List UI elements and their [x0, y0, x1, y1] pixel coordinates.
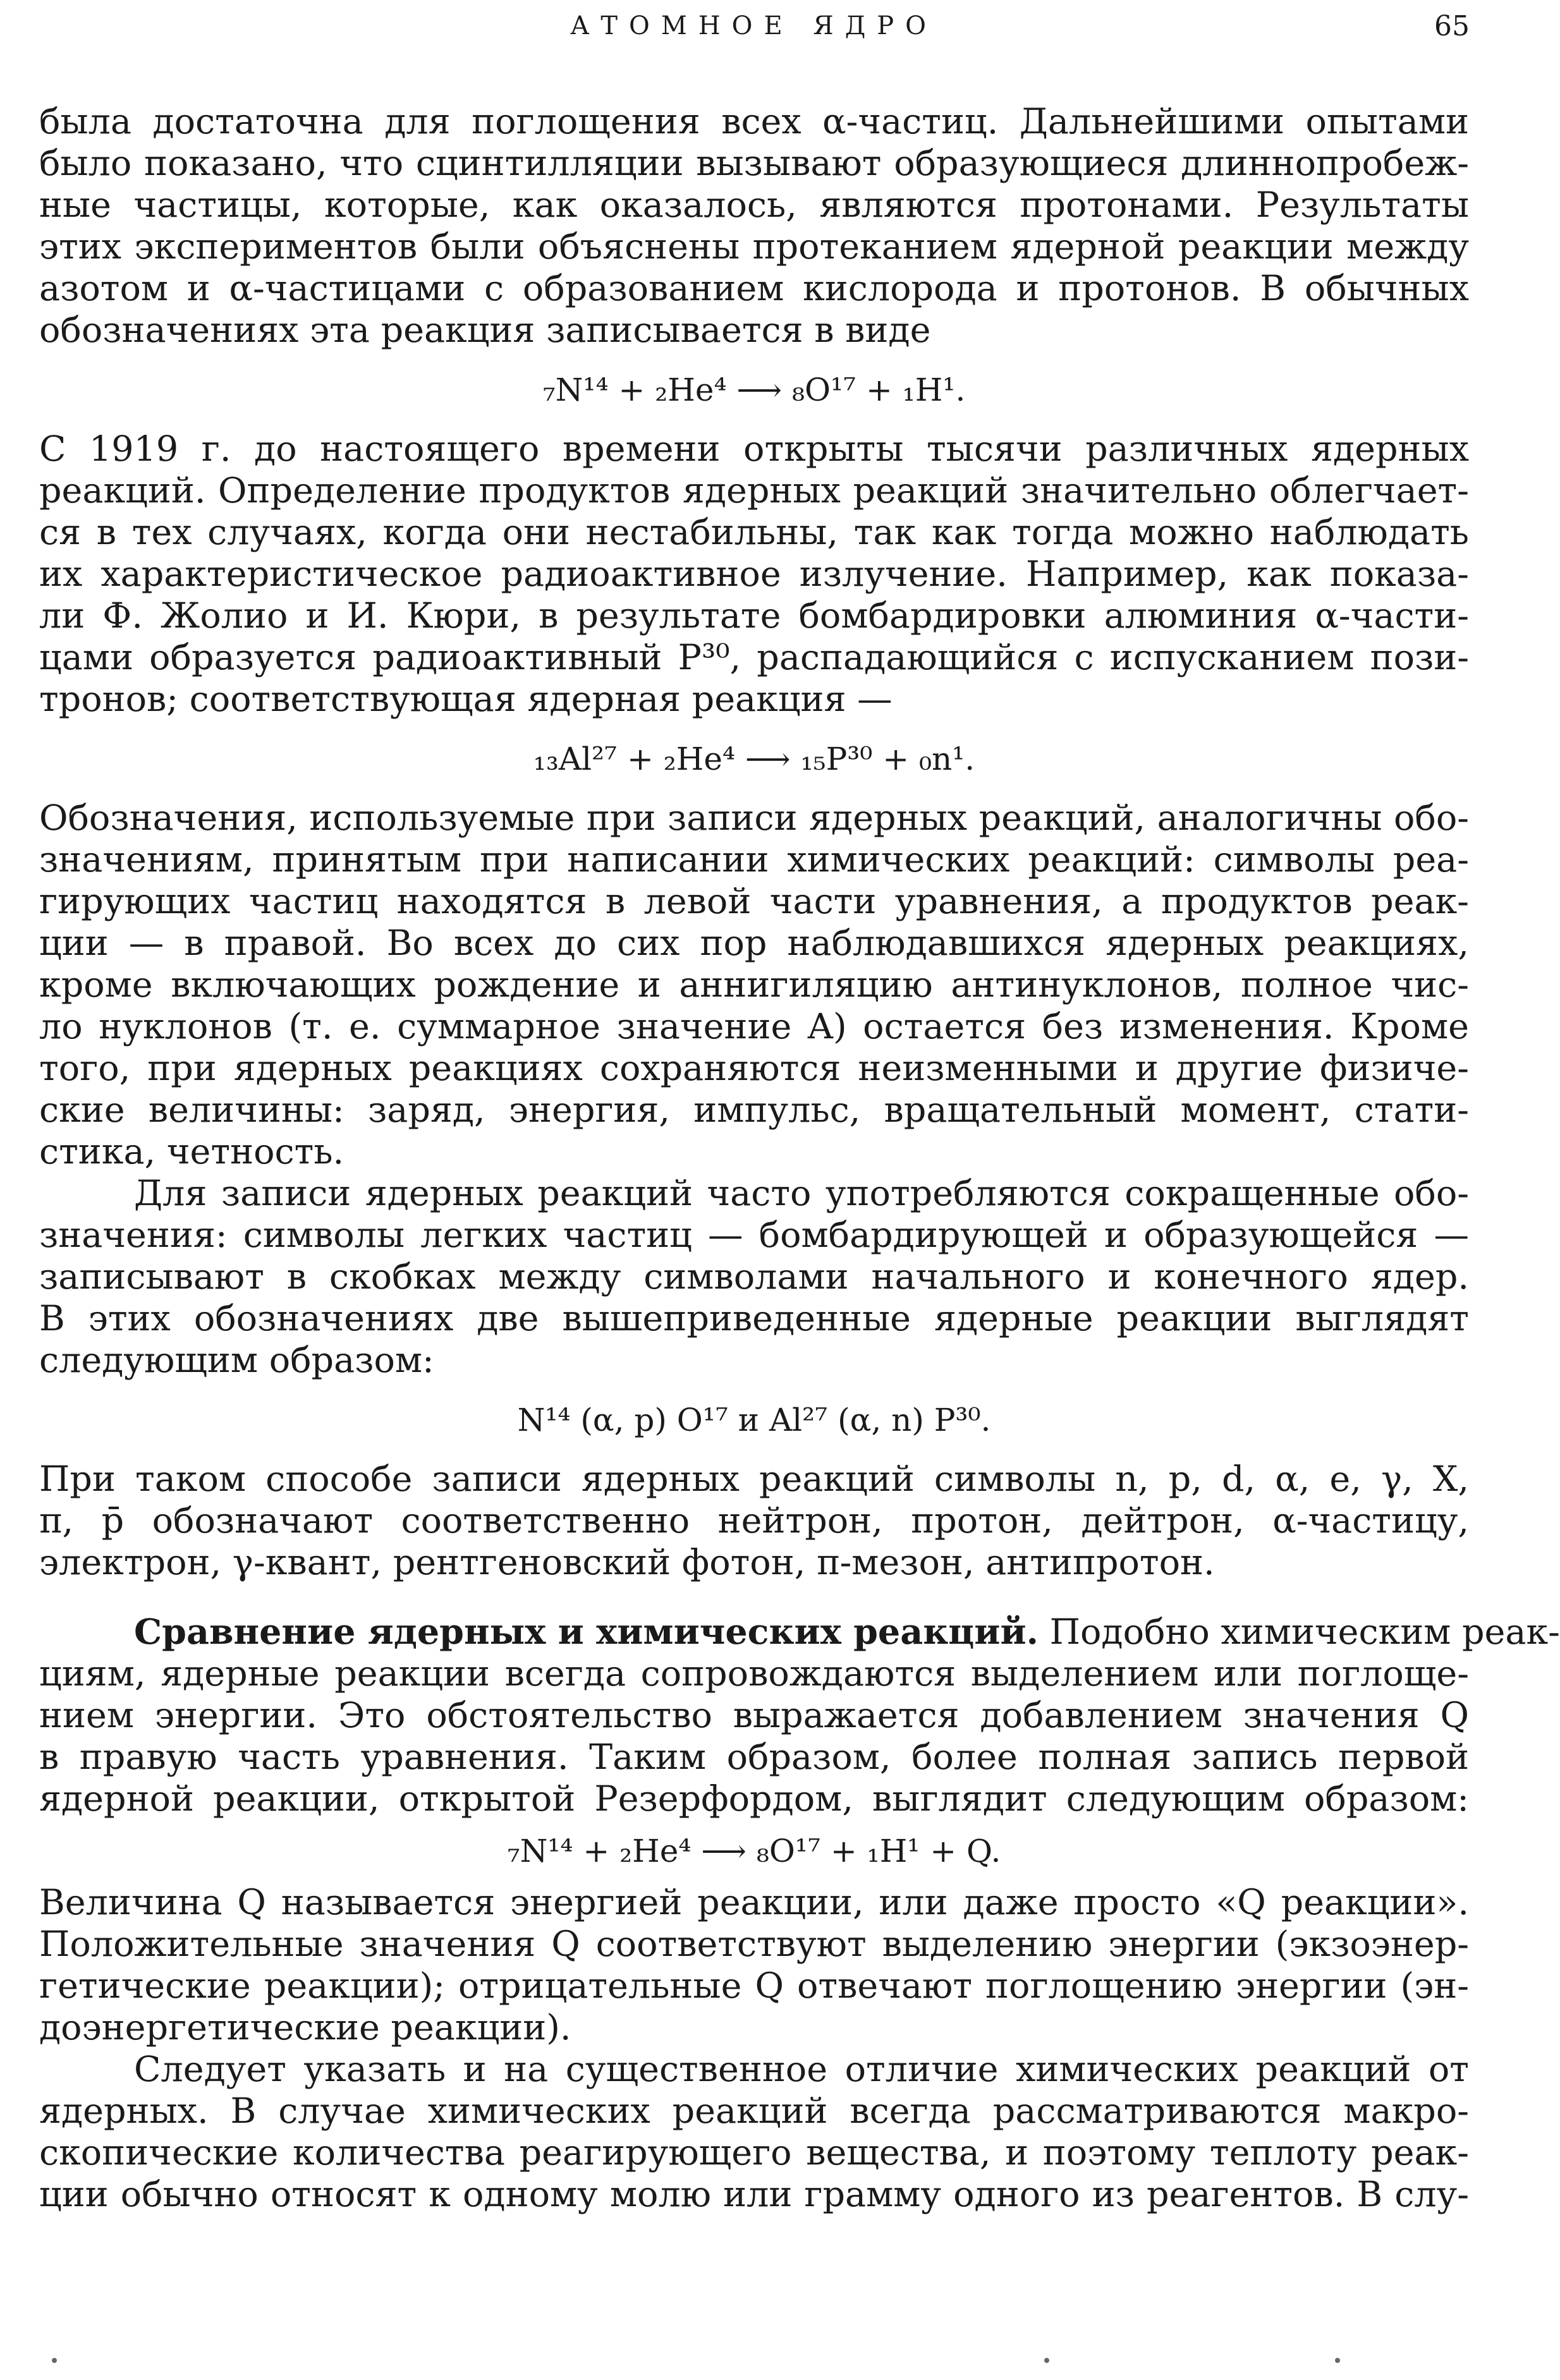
text-line: ся в тех случаях, когда они нестабильны, так как тогда можно наблюдать — [39, 512, 1469, 553]
text-line: ядерной реакции, открытой Резерфордом, выглядит следующим образом: — [39, 1778, 1469, 1819]
text-line: реакций. Определение продуктов ядерных реакций значительно облегчает- — [39, 470, 1469, 511]
text-line: ло нуклонов (т. е. суммарное значение A) остается без изменения. Кроме — [39, 1006, 1469, 1047]
text-line: В этих обозначениях две вышеприведенные ядерные реакции выглядят — [39, 1298, 1469, 1339]
text-line — [39, 1612, 1560, 1653]
text-line: Для записи ядерных реакций часто употребляются сокращенные обо- — [134, 1173, 1469, 1214]
text-line: ции — в правой. Во всех до сих пор наблюдавшихся ядерных реакциях, — [39, 923, 1469, 964]
body-text — [39, 101, 1560, 2216]
text-line: ции обычно относят к одному молю или грамму одного из реагентов. В слу- — [39, 2174, 1469, 2215]
text-line: гирующих частиц находятся в левой части уравнения, а продуктов реак- — [39, 881, 1469, 922]
text-line: ядерных. В случае химических реакций всегда рассматриваются макро- — [39, 2091, 1469, 2132]
heading-line-rest: Подобно химическим реак- — [1049, 1612, 1560, 1653]
text-line: тронов; соответствующая ядерная реакция — — [39, 679, 893, 720]
footer-print-marks — [39, 2354, 1469, 2373]
text-line: кроме включающих рождение и аннигиляцию антинуклонов, полное чис- — [39, 964, 1469, 1005]
paragraph-3 — [39, 798, 1469, 1173]
print-speck — [52, 2358, 57, 2363]
text-line: ные частицы, которые, как оказалось, являются протонами. Результаты — [39, 185, 1469, 226]
running-title: АТОМНОЕ ЯДРО — [570, 11, 937, 40]
text-line: С 1919 г. до настоящего времени открыты тысячи различных ядерных — [39, 428, 1469, 470]
paragraph-4 — [39, 1173, 1469, 1381]
text-line: значения: символы легких частиц — бомбардирующей и образующейся — — [39, 1215, 1469, 1256]
text-line: скопические количества реагирующего вещества, и поэтому теплоту реак- — [39, 2132, 1469, 2173]
text-line: этих экспериментов были объяснены протеканием ядерной реакции между — [39, 226, 1469, 267]
print-speck — [1044, 2358, 1049, 2363]
formula-rutherford-q: ₇N¹⁴ + ₂He⁴ ⟶ ₈O¹⁷ + ₁H¹ + Q. — [507, 1833, 1001, 1869]
text-line: цами образуется радиоактивный P³⁰, распадающийся с испусканием пози- — [39, 637, 1469, 678]
text-line: электрон, γ-квант, рентгеновский фотон, π-мезон, антипротон. — [39, 1542, 1215, 1583]
formula-joliot-curie: ₁₃Al²⁷ + ₂He⁴ ⟶ ₁₅P³⁰ + ₀n¹. — [533, 741, 975, 777]
formula-rutherford: ₇N¹⁴ + ₂He⁴ ⟶ ₈O¹⁷ + ₁H¹. — [542, 372, 966, 408]
text-line: того, при ядерных реакциях сохраняются неизменными и другие физиче- — [39, 1048, 1469, 1089]
text-line: азотом и α-частицами с образованием кислорода и протонов. В обычных — [39, 268, 1469, 309]
paragraph-7 — [39, 1882, 1469, 2049]
text-line: При таком способе записи ядерных реакций символы n, p, d, α, e, γ, X, — [39, 1459, 1469, 1500]
text-line: ли Ф. Жолио и И. Кюри, в результате бомбардировки алюминия α-части- — [39, 595, 1469, 636]
text-line: в правую часть уравнения. Таким образом, более полная запись первой — [39, 1737, 1469, 1778]
paragraph-1 — [39, 101, 1469, 351]
text-line: значениям, принятым при написании химических реакций: символы реа- — [39, 839, 1469, 880]
text-line: π, p̄ обозначают соответственно нейтрон, протон, дейтрон, α-частицу, — [39, 1500, 1469, 1541]
formula-short-notation: N¹⁴ (α, p) O¹⁷ и Al²⁷ (α, n) P³⁰. — [517, 1402, 991, 1438]
paragraph-5 — [39, 1459, 1469, 1584]
text-line: было показано, что сцинтилляции вызывают образующиеся длиннопробеж- — [39, 143, 1469, 184]
text-line: нием энергии. Это обстоятельство выражается добавлением значения Q — [39, 1695, 1469, 1736]
text-line: Следует указать и на существенное отличие химических реакций от — [134, 2049, 1469, 2090]
running-head — [38, 8, 1470, 46]
page-number: 65 — [1434, 10, 1470, 42]
text-line: записывают в скобках между символами начального и конечного ядер. — [39, 1256, 1469, 1297]
text-line: их характеристическое радиоактивное излучение. Например, как показа- — [39, 554, 1469, 595]
text-line: гетические реакции); отрицательные Q отвечают поглощению энергии (эн- — [39, 1965, 1469, 2007]
text-line: Положительные значения Q соответствуют выделению энергии (экзоэнер- — [39, 1924, 1469, 1965]
text-line: была достаточна для поглощения всех α-частиц. Дальнейшими опытами — [39, 101, 1469, 142]
text-line: ские величины: заряд, энергия, импульс, вращательный момент, стати- — [39, 1090, 1469, 1131]
paragraph-8 — [39, 2049, 1469, 2216]
text-line: обозначениях эта реакция записывается в виде — [39, 310, 931, 351]
text-line: следующим образом: — [39, 1340, 434, 1381]
print-speck — [1335, 2358, 1340, 2363]
text-line: циям, ядерные реакции всегда сопровождаются выделением или поглоще- — [39, 1653, 1469, 1694]
paragraph-2 — [39, 428, 1469, 720]
text-line: стика, четность. — [39, 1131, 344, 1172]
text-line: доэнергетические реакции). — [39, 2007, 571, 2048]
section-heading: Сравнение ядерных и химических реакций. — [134, 1612, 1039, 1653]
section-comparison — [39, 1612, 1560, 1820]
text-line: Величина Q называется энергией реакции, или даже просто «Q реакции». — [39, 1882, 1469, 1923]
text-line: Обозначения, используемые при записи ядерных реакций, аналогичны обо- — [39, 798, 1469, 839]
